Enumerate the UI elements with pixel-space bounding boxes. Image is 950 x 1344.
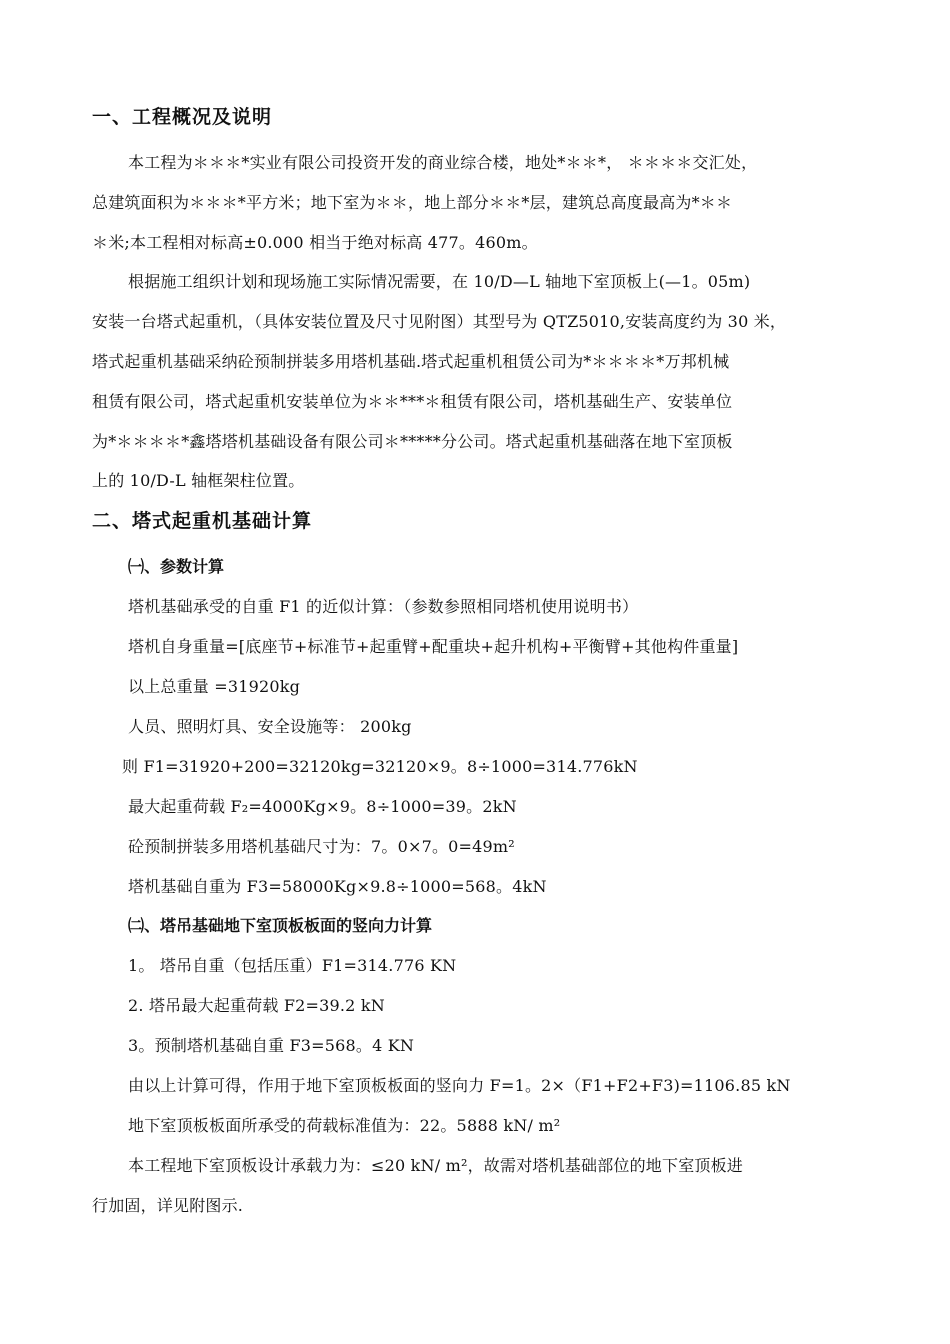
force-line-4: 由以上计算可得，作用于地下室顶板板面的竖向力 F=1。2×（F1+F2+F3)=1106.85 kN (128, 1076, 791, 1095)
overview-line-1: 本工程为＊＊＊*实业有限公司投资开发的商业综合楼，地处*＊＊*， ＊＊＊＊交汇处， (128, 153, 758, 172)
force-line-3: 3。预制塔机基础自重 F3=568。4 KN (128, 1036, 415, 1055)
subsection-title-vertical-force: ㈡、塔吊基础地下室顶板板面的竖向力计算 (128, 916, 433, 935)
overview-para2-line-2: 安装一台塔式起重机，（具体安装位置及尺寸见附图）其型号为 QTZ5010,安装高度约为 30 米， (92, 312, 787, 331)
overview-para2-line-5: 为*＊＊＊＊*鑫塔塔机基础设备有限公司＊*****分公司。塔式起重机基础落在地下室顶板 (92, 432, 733, 451)
param-line-6: 最大起重荷载 F₂=4000Kg×9。8÷1000=39。2kN (128, 797, 517, 816)
param-line-1: 塔机基础承受的自重 F1 的近似计算：（参数参照相同塔机使用说明书） (128, 597, 639, 616)
force-line-1: 1。 塔吊自重（包括压重）F1=314.776 KN (128, 956, 457, 975)
param-line-8: 塔机基础自重为 F3=58000Kg×9.8÷1000=568。4kN (128, 877, 547, 896)
force-line-7: 行加固，详见附图示. (92, 1196, 244, 1215)
overview-para2-line-6: 上的 10/D-L 轴框架柱位置。 (92, 471, 305, 490)
param-line-3: 以上总重量 =31920kg (128, 677, 301, 696)
force-line-2: 2. 塔吊最大起重荷载 F2=39.2 kN (128, 996, 385, 1015)
param-line-2: 塔机自身重量=[底座节+标准节+起重臂+配重块+起升机构+平衡臂+其他构件重量] (128, 637, 739, 656)
section-title-calculation: 二、塔式起重机基础计算 (92, 510, 313, 532)
overview-line-2: 总建筑面积为＊＊＊*平方米；地下室为＊＊，地上部分＊＊*层，建筑总高度最高为*＊＊ (92, 193, 733, 212)
overview-para2-line-1: 根据施工组织计划和现场施工实际情况需要，在 10/D—L 轴地下室顶板上(—1。05m) (128, 272, 751, 291)
param-line-5: 则 F1=31920+200=32120kg=32120×9。8÷1000=314.776kN (122, 757, 638, 776)
overview-para2-line-4: 租赁有限公司，塔式起重机安装单位为＊＊***＊租赁有限公司，塔机基础生产、安装单位 (92, 392, 733, 411)
force-line-6: 本工程地下室顶板设计承载力为：≤20 kN/ m²，故需对塔机基础部位的地下室顶板进 (128, 1156, 744, 1175)
overview-para2-line-3: 塔式起重机基础采纳砼预制拼装多用塔机基础.塔式起重机租赁公司为*＊＊＊＊*万邦机械 (92, 352, 730, 371)
section-title-overview: 一、工程概况及说明 (92, 106, 273, 128)
subsection-title-parameters: ㈠、参数计算 (128, 557, 225, 576)
overview-line-3: ＊米;本工程相对标高±0.000 相当于绝对标高 477。460m。 (92, 233, 538, 252)
param-line-7: 砼预制拼装多用塔机基础尺寸为：7。0×7。0=49m² (128, 837, 515, 856)
force-line-5: 地下室顶板板面所承受的荷载标准值为：22。5888 kN/ m² (128, 1116, 561, 1135)
param-line-4: 人员、照明灯具、安全设施等： 200kg (128, 717, 412, 736)
